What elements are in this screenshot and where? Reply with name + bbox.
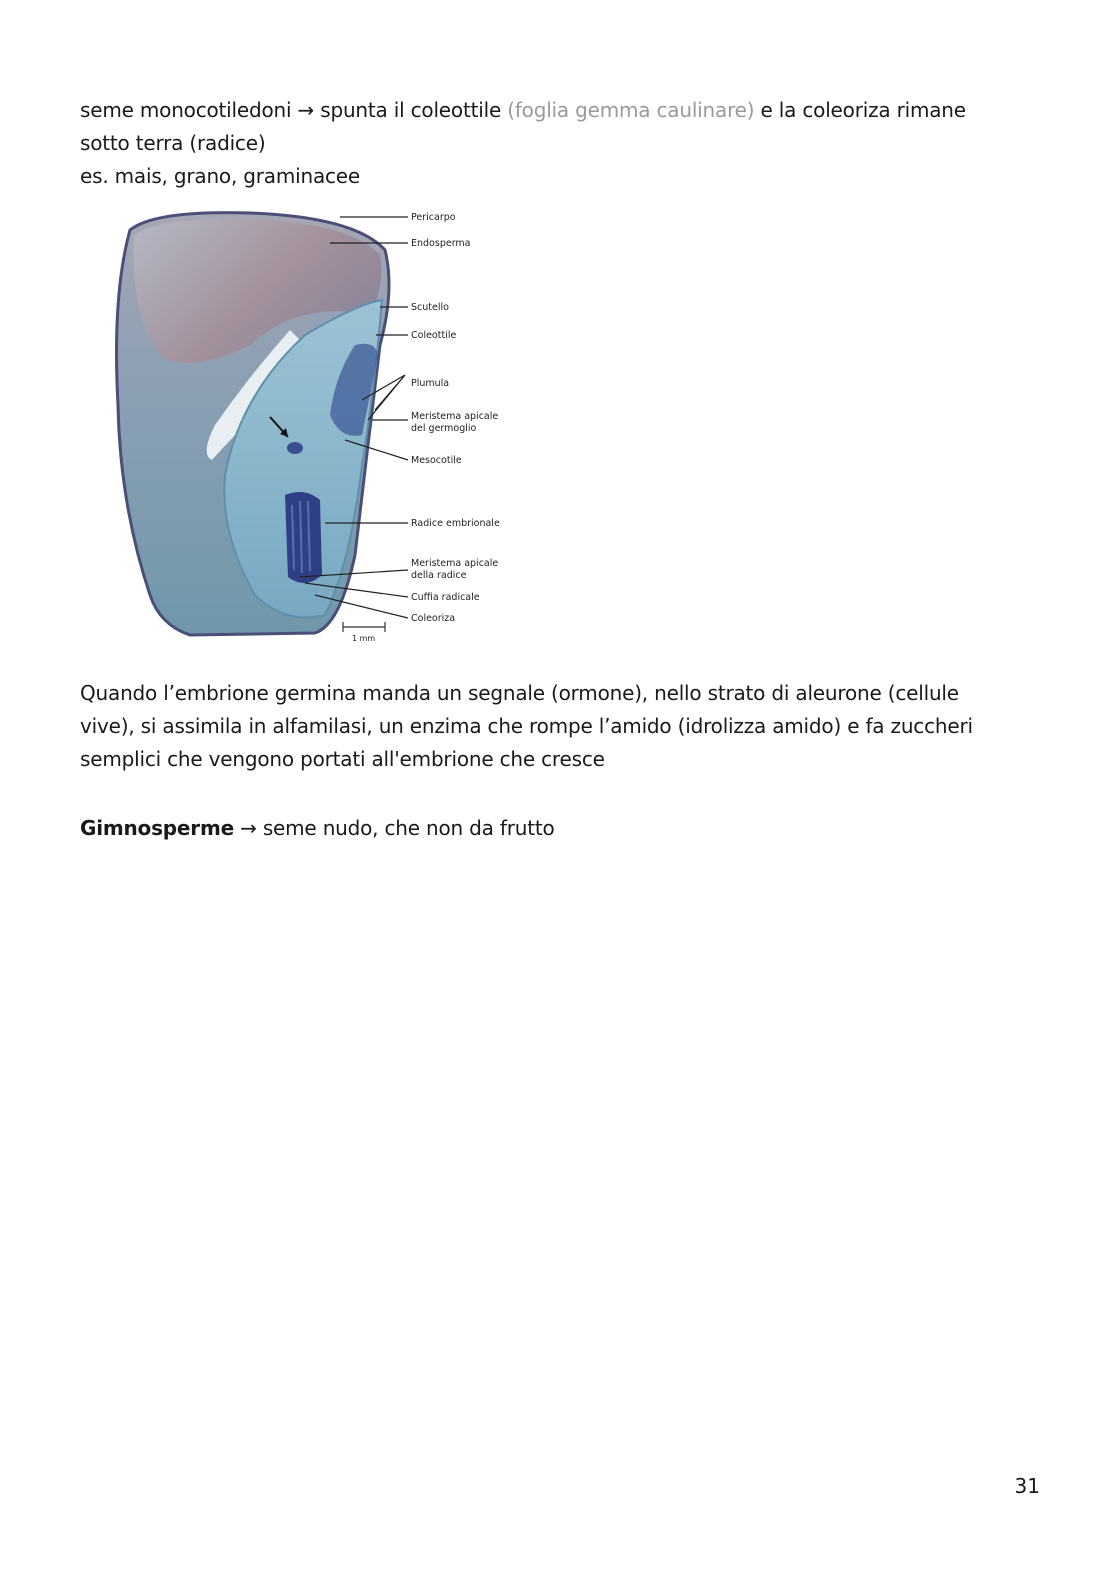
gymnosperm-paragraph [80,812,1040,845]
intro-paragraph [80,94,1040,193]
label-endosperma: Endosperma [411,238,471,249]
label-meristema-radice-1: Meristema apicale [411,558,499,569]
label-mesocotile: Mesocotile [411,455,462,466]
monocot-seed-diagram [100,205,510,647]
gray-note: (foglia gemma caulinare) [507,98,755,122]
label-coleoriza: Coleoriza [411,613,456,624]
label-scutello: Scutello [411,302,449,313]
gymnosperm-term: Gimnosperme [80,816,234,840]
label-meristema-germoglio-2: del germoglio [411,423,477,434]
intro-line-1: seme monocotiledoni → spunta il coleottile (foglia gemma caulinare) e la coleoriza rimane [80,98,966,122]
germination-paragraph [80,677,1040,776]
intro-line-2: sotto terra (radice) [80,131,266,155]
germination-line-3: semplici che vengono portati all'embrione che cresce [80,747,605,771]
germination-line-1: Quando l’embrione germina manda un segnale (ormone), nello strato di aleurone (cellule [80,681,959,705]
intro-line-3: es. mais, grano, graminacee [80,164,361,188]
label-scale: 1 mm [352,634,376,643]
label-pericarpo: Pericarpo [411,212,456,223]
label-plumula: Plumula [411,378,450,389]
label-radice-embrionale: Radice embrionale [411,518,500,529]
germination-line-2: vive), si assimila in alfamilasi, un enzima che rompe l’amido (idrolizza amido) e fa zuccheri [80,714,973,738]
label-coleoptile: Coleottile [411,330,457,341]
label-meristema-radice-2: della radice [411,570,467,581]
page-number: 31 [1014,1474,1040,1498]
label-cuffia: Cuffia radicale [411,592,480,603]
label-meristema-germoglio-1: Meristema apicale [411,411,499,422]
gymnosperm-definition: → seme nudo, che non da frutto [233,816,555,840]
